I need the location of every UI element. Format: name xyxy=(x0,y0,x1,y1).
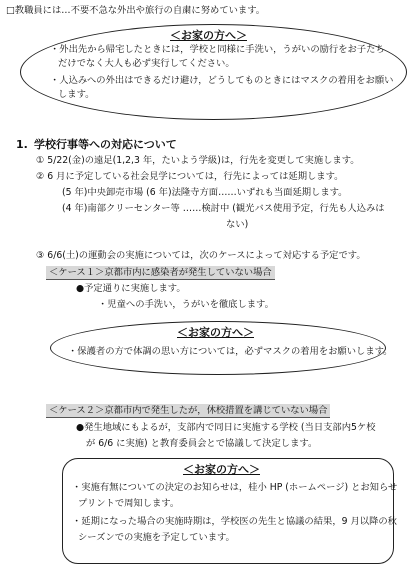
item-1: ① 5/22(金)の遠足(1,2,3 年，たいよう学級)は，行先を変更して実施します。 xyxy=(36,155,360,166)
item-2-sub-1: (5 年)中央卸売市場 (6 年)法隆寺方面……いずれも当面延期します。 xyxy=(62,187,348,198)
notice-2-line-1: ・保護者の方で体調の思い方については，必ずマスクの着用をお願いします。 xyxy=(68,346,393,357)
case-2-label: ＜ケース２＞京都市内で発生したが，休校措置を講じていない場合 xyxy=(46,404,330,418)
item-2-sub-2: (4 年)南部クリーセンター等 ……検討中 (観光バス使用予定，行先も人込みは xyxy=(62,203,385,214)
section-number: 1. xyxy=(16,138,28,151)
notice-1-line-1: ・外出先から帰宅したときには，学校と同様に手洗い，うがいの励行をお子たち xyxy=(50,44,385,55)
notice-3-line-2: プリントで周知します。 xyxy=(78,498,180,509)
case-1-label: ＜ケース１＞京都市内に感染者が発生していない場合 xyxy=(46,266,275,280)
notice-1-line-3: ・人込みへの外出はできるだけ避け，どうしてものときにはマスクの着用をお願い xyxy=(50,75,394,86)
case-1-bullet: ●予定通りに実施します。 xyxy=(76,283,186,294)
header-note: □教職員には…不要不急な外出や旅行の自粛に努めています。 xyxy=(6,5,266,16)
case-2-bullet-line-1: ●発生地域にもよるが，支部内で同日に実施する学校 (当日支部内5ケ校 xyxy=(76,422,376,433)
notice-1-line-2: だけでなく大人も必ず実行してください。 xyxy=(58,58,235,69)
case-2-bullet-line-2: が 6/6 に実施) と教育委員会とで協議して決定します。 xyxy=(86,438,318,449)
notice-3-line-4: シーズンでの実施を予定しています。 xyxy=(78,532,235,543)
section-title: 学校行事等への対応について xyxy=(34,138,177,151)
notice-title-2: ＜お家の方へ＞ xyxy=(177,326,254,339)
item-3: ③ 6/6(土)の運動会の実施については，次のケースによって対応する予定です。 xyxy=(36,250,366,261)
notice-title-1: ＜お家の方へ＞ xyxy=(170,29,247,42)
notice-title-3: ＜お家の方へ＞ xyxy=(183,463,260,476)
item-2: ② 6 月に予定している社会見学については，行先によっては延期します。 xyxy=(36,171,344,182)
notice-1-line-4: します。 xyxy=(58,89,95,100)
case-1-sub: ・児童への手洗い，うがいを徹底します。 xyxy=(98,299,274,310)
notice-3-line-1: ・実施有無についての決定のお知らせは，桂小 HP (ホームページ) とお知らせ xyxy=(72,482,398,493)
item-2-sub-3: ない) xyxy=(226,219,249,230)
notice-3-line-3: ・延期になった場合の実施時期は，学校医の先生と協議の結果，9 月以降の秋 xyxy=(72,516,397,527)
